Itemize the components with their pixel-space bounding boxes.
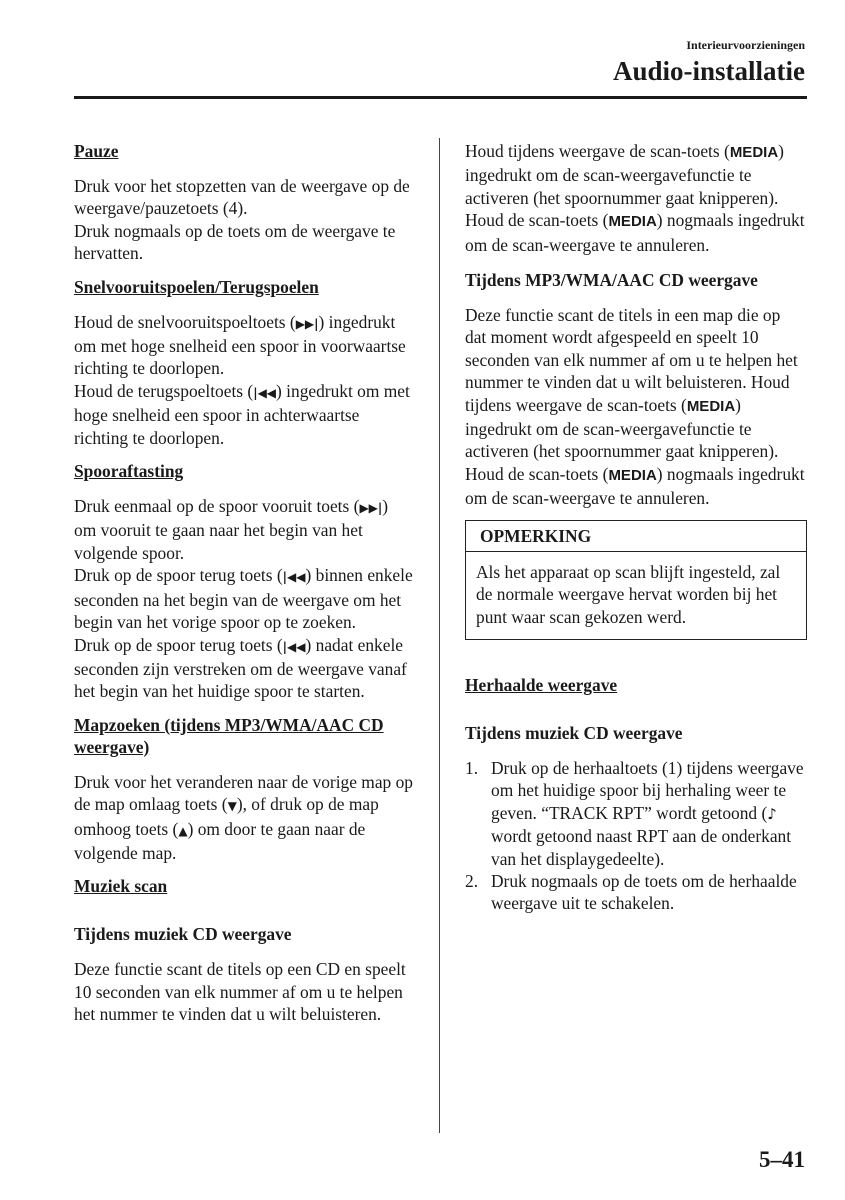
snel-text-2: Houd de terugspoeltoets (|◀◀) ingedrukt om met hoge snelheid een spoor in achterwaartse richting te doorlopen. [74, 380, 410, 448]
pauze-text-1: Druk voor het stopzetten van de weergave op de weergave/pauzetoets (4). [74, 176, 410, 219]
column-divider [439, 138, 440, 1133]
arrow-down-icon: ▼ [227, 799, 237, 814]
music-note-icon: ♪ [767, 804, 777, 823]
left-column [74, 140, 414, 1026]
repeat-steps-list [465, 757, 805, 915]
subheading-muziek-cd: Tijdens muziek CD weergave [74, 924, 292, 945]
prev-track-icon: |◀◀ [253, 385, 277, 400]
right-column [465, 140, 805, 915]
note-text: Als het apparaat op scan blijft ingesteld, zal de normale weergave hervat worden bij het punt waar scan gekozen werd. [476, 561, 781, 627]
scan-toets-text: Houd tijdens weergave de scan-toets (MEDIA) ingedrukt om de scan-weergavefunctie te activeren (het spoornummer gaat knipperen). Houd de scan-toets (MEDIA) nogmaals ingedrukt om de scan-weergave te annuleren. [465, 141, 805, 255]
mp3-text-1: Deze functie scant de titels in een map die op dat moment wordt afgespeeld en speelt 10 seconden van elk nummer af om u te helpen het nummer te vinden dat u wilt beluisteren. Houd tijdens weergave de scan-toets (MEDIA) ingedrukt om de scan-weergavefunctie te activeren (het spoornummer gaat knipperen). [465, 305, 798, 462]
list-item: 2. Druk nogmaals op de toets om de herhaalde weergave uit te schakelen. [465, 870, 797, 914]
map-text-1: Druk voor het veranderen naar de vorige map op de map omlaag toets (▼), of druk op de map omhoog toets (▲) om door te gaan naar de volgende map. [74, 771, 413, 863]
note-box [465, 520, 807, 640]
heading-mapzoeken: Mapzoeken (tijdens MP3/WMA/AAC CD weergave) [74, 714, 384, 757]
prev-track-icon: |◀◀ [282, 570, 306, 585]
snel-text-1: Houd de snelvooruitspoeltoets (▶▶|) ingedrukt om met hoge snelheid een spoor in voorwaartse richting te doorlopen. [74, 311, 406, 379]
next-track-icon: ▶▶| [295, 316, 319, 331]
subheading-mp3: Tijdens MP3/WMA/AAC CD weergave [465, 270, 758, 291]
spoor-text-3: Druk op de spoor terug toets (|◀◀) nadat enkele seconden zijn verstreken om de weergave vanaf het begin van het huidige spoor te starten. [74, 634, 407, 702]
media-button-label: MEDIA [729, 144, 779, 161]
spoor-text-2: Druk op de spoor terug toets (|◀◀) binnen enkele seconden na het begin van de weergave om het begin van het vorige spoor op te zoeken. [74, 565, 413, 633]
note-heading: OPMERKING [466, 521, 806, 552]
heading-herhaalde-weergave: Herhaalde weergave [465, 674, 618, 695]
next-track-icon: ▶▶| [359, 501, 383, 516]
page-title: Audio-installatie [612, 56, 805, 86]
media-button-label: MEDIA [608, 466, 657, 484]
pauze-text-2: Druk nogmaals op de toets om de weergave te hervatten. [74, 220, 396, 264]
page-number: 5–41 [759, 1147, 805, 1172]
header-section-label: Interieurvoorzieningen [686, 38, 805, 52]
mp3-text-2: Houd de scan-toets (MEDIA) nogmaals ingedrukt om de scan-weergave te annuleren. [465, 463, 805, 509]
arrow-up-icon: ▲ [178, 823, 188, 838]
heading-muziek-scan: Muziek scan [74, 876, 168, 897]
header-rule [74, 96, 807, 99]
prev-track-icon: |◀◀ [282, 639, 306, 654]
spoor-text-1: Druk eenmaal op de spoor vooruit toets (▶▶|) om vooruit te gaan naar het begin van het volgende spoor. [74, 496, 389, 563]
subheading-repeat-cd: Tijdens muziek CD weergave [465, 722, 683, 743]
list-item: 1. Druk op de herhaaltoets (1) tijdens weergave om het huidige spoor bij herhaling weer te geven. “TRACK RPT” wordt getoond (♪ wordt getoond naast RPT aan de onderkant van het displaygedeelte). [465, 757, 804, 869]
media-button-label: MEDIA [608, 213, 657, 231]
heading-spooraftasting: Spooraftasting [74, 461, 184, 482]
heading-snelvooruitspoelen: Snelvooruitspoelen/Terugspoelen [74, 276, 319, 297]
scan-text-1: Deze functie scant de titels op een CD en speelt 10 seconden van elk nummer af om u te helpen het nummer te vinden dat u wilt beluisteren. [74, 959, 406, 1025]
media-button-label: MEDIA [686, 397, 736, 415]
heading-pauze: Pauze [74, 141, 119, 161]
